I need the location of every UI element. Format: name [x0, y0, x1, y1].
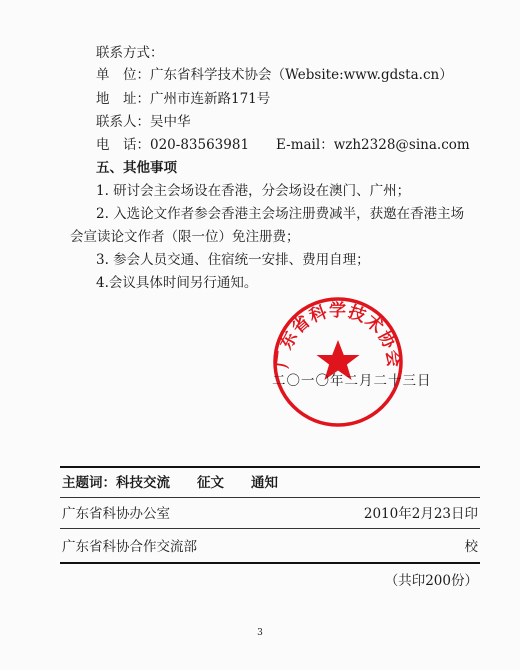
divider-2 — [60, 528, 480, 529]
section5-item3: 3. 参会人员交通、住宿统一安排、费用自理； — [96, 252, 370, 268]
subject-keywords: 主题词：科技交流 征文 通知 — [62, 475, 278, 491]
divider-1 — [60, 497, 480, 498]
seal-text: 广东省科学技术协会 — [272, 301, 404, 370]
print-date: 2010年2月23日印 — [363, 506, 478, 522]
contact-phone: 电 话：020-83563981 E-mail：wzh2328@sina.com — [96, 137, 470, 153]
contact-heading: 联系方式： — [96, 45, 164, 61]
contact-address: 地 址：广州市连新路171号 — [96, 91, 271, 107]
proofreader: 广东省科协合作交流部 — [62, 539, 197, 555]
section5-item2: 2. 入选论文作者参会香港主会场注册费减半，获邀在香港主场 — [96, 206, 465, 222]
section5-item4: 4.会议具体时间另行通知。 — [96, 275, 258, 291]
contact-unit: 单 位：广东省科学技术协会（Website:www.gdsta.cn） — [96, 67, 453, 83]
official-seal — [268, 292, 408, 432]
contact-person: 联系人：吴中华 — [96, 114, 191, 130]
proof-label: 校 — [464, 539, 478, 555]
section5-item1: 1. 研讨会主会场设在香港，分会场设在澳门、广州； — [96, 183, 411, 199]
section5-heading: 五、其他事项 — [96, 160, 177, 176]
page-number: 3 — [257, 628, 263, 638]
divider-top — [60, 466, 480, 468]
section5-item2-continued: 会宣读论文作者（限一位）免注册费； — [70, 229, 300, 245]
issuer: 广东省科协办公室 — [62, 506, 170, 522]
signature-date: 二〇一〇年二月二十三日 — [272, 373, 432, 389]
divider-bottom — [60, 562, 480, 564]
print-copies: （共印200份） — [384, 573, 478, 589]
